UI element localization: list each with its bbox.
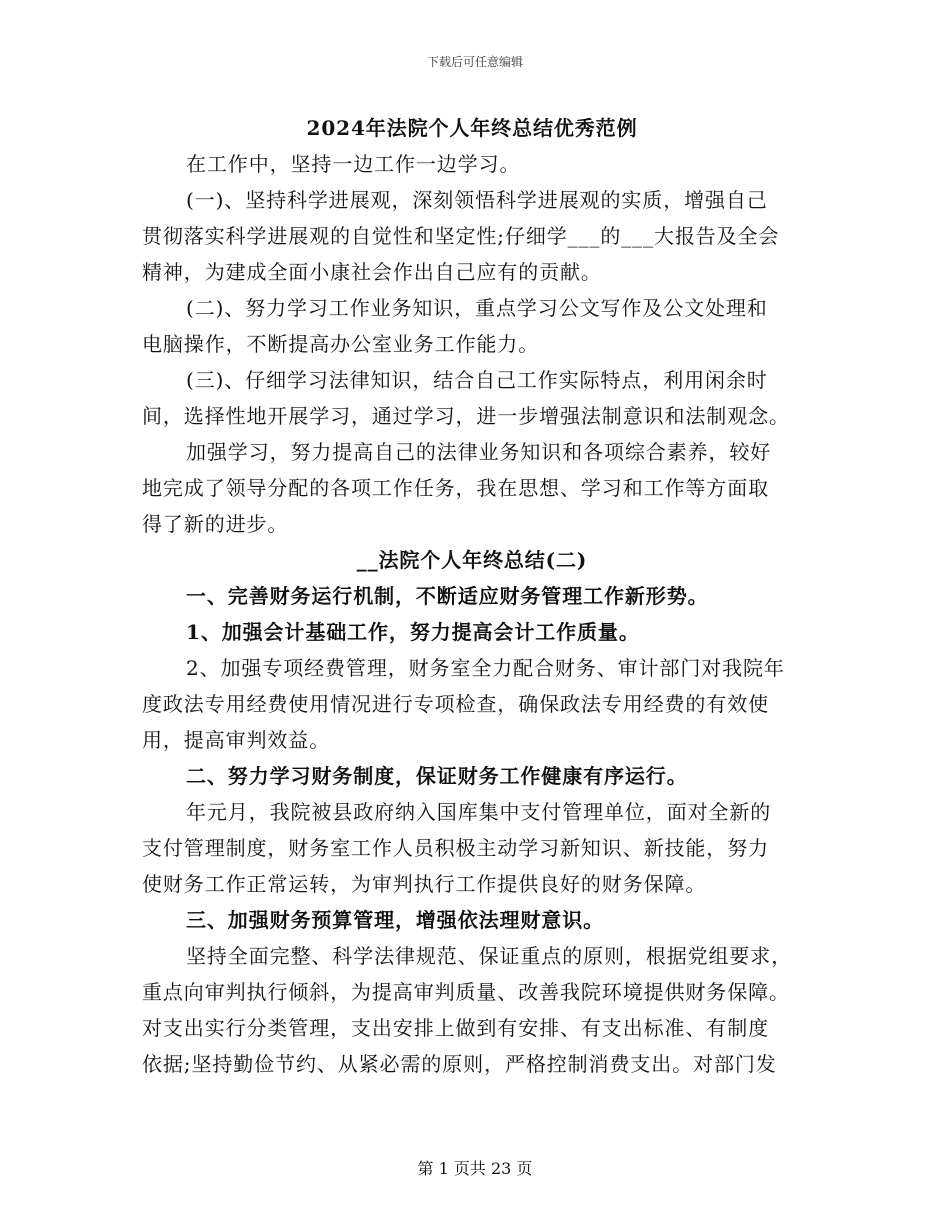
paragraph-line: 支付管理制度，财务室工作人员积极主动学习新知识、新技能，努力: [142, 836, 769, 860]
paragraph-line: 间，选择性地开展学习，通过学习，进一步增强法制意识和法制观念。: [142, 404, 790, 428]
paragraph-line: 坚持全面完整、科学法律规范、保证重点的原则，根据党组要求，: [186, 944, 793, 968]
paragraph-line: 2、加强专项经费管理，财务室全力配合财务、审计部门对我院年: [186, 656, 785, 680]
document-body: [142, 110, 802, 1082]
section-title: 2024年法院个人年终总结优秀范例: [306, 116, 638, 140]
paragraph-line: 年元月，我院被县政府纳入国库集中支付管理单位，面对全新的: [186, 800, 772, 824]
section-heading: 三、加强财务预算管理，增强依法理财意识。: [186, 908, 604, 932]
section-title: __法院个人年终总结(二): [356, 548, 588, 572]
paragraph-line: 加强学习，努力提高自己的法律业务知识和各项综合素养，较好: [186, 440, 772, 464]
paragraph-line: 贯彻落实科学进展观的自觉性和坚定性;仔细学___的___大报告及全会: [142, 224, 780, 248]
paragraph-line: 电脑操作，不断提高办公室业务工作能力。: [142, 332, 540, 356]
section-heading: 1、加强会计基础工作，努力提高会计工作质量。: [186, 620, 640, 644]
paragraph-line: 得了新的进步。: [142, 512, 289, 536]
section-heading: 二、努力学习财务制度，保证财务工作健康有序运行。: [186, 764, 688, 788]
section-heading: 一、完善财务运行机制，不断适应财务管理工作新形势。: [186, 584, 709, 608]
paragraph-line: 精神，为建成全面小康社会作出自己应有的贡献。: [142, 260, 602, 284]
paragraph-line: (一)、坚持科学进展观，深刻领悟科学进展观的实质，增强自己: [186, 188, 768, 212]
paragraph-line: 重点向审判执行倾斜，为提高审判质量、改善我院环境提供财务保障。: [142, 980, 790, 1004]
paragraph-line: 对支出实行分类管理，支出安排上做到有安排、有支出标准、有制度: [142, 1016, 769, 1040]
paragraph-line: (三)、仔细学习法律知识，结合自己工作实际特点，利用闲余时: [186, 368, 768, 392]
paragraph-line: (二)、努力学习工作业务知识，重点学习公文写作及公文处理和: [186, 296, 768, 320]
paragraph-line: 依据;坚持勤俭节约、从紧必需的原则，严格控制消费支出。对部门发: [142, 1052, 777, 1076]
paragraph-line: 在工作中，坚持一边工作一边学习。: [186, 152, 521, 176]
paragraph-line: 使财务工作正常运转，为审判执行工作提供良好的财务保障。: [142, 872, 707, 896]
paragraph-line: 度政法专用经费使用情况进行专项检查，确保政法专用经费的有效使: [142, 692, 769, 716]
page-header: 下载后可任意编辑: [426, 55, 523, 69]
paragraph-line: 地完成了领导分配的各项工作任务，我在思想、学习和工作等方面取: [142, 476, 769, 500]
paragraph-line: 用，提高审判效益。: [142, 728, 331, 752]
page-footer: 第 1 页共 23 页: [417, 1159, 533, 1178]
